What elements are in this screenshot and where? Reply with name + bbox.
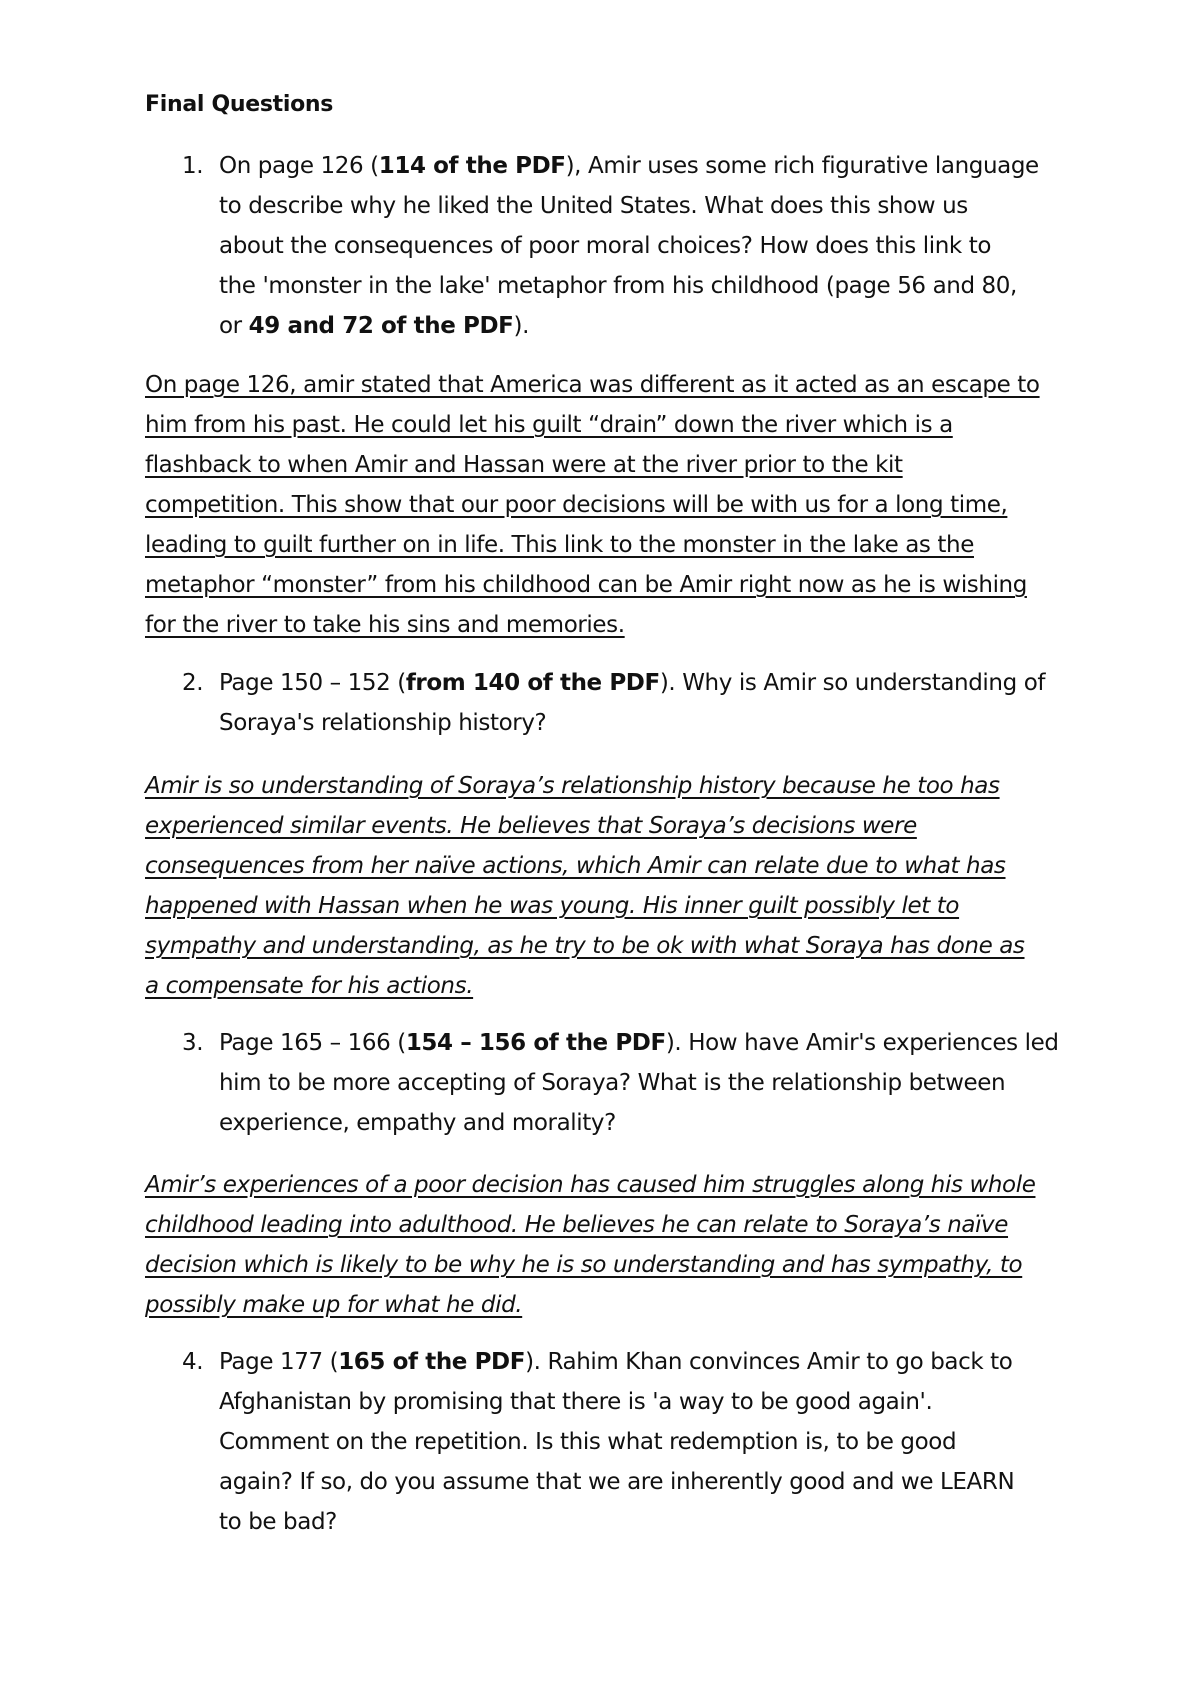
answer-line: him from his past. He could let his guilt “drain” down the river which is a [145,412,953,438]
answer-line: decision which is likely to be why he is so understanding and has sympathy, to [145,1252,1023,1278]
answer-line: childhood leading into adulthood. He believes he can relate to Soraya’s naïve [145,1212,1009,1238]
question-line: Soraya's relationship history? [219,710,547,736]
answer-1 [145,365,1075,645]
bold-reference: from 140 of the PDF [405,670,660,696]
question-3 [182,1023,1082,1143]
question-number: 2. [182,670,204,696]
answer-2 [145,766,1075,1006]
answer-line: Amir is so understanding of Soraya’s relationship history because he too has [145,773,1000,799]
question-number: 4. [182,1349,204,1375]
answer-line: Amir’s experiences of a poor decision has caused him struggles along his whole [145,1172,1036,1198]
answer-line: On page 126, amir stated that America was different as it acted as an escape to [145,372,1040,398]
answer-line: a compensate for his actions. [145,973,474,999]
page-title: Final Questions [145,92,334,117]
answer-line: for the river to take his sins and memories. [145,612,625,638]
answer-line: leading to guilt further on in life. This link to the monster in the lake as the [145,532,974,558]
answer-line: possibly make up for what he did. [145,1292,523,1318]
question-4 [182,1342,1082,1542]
question-line: to describe why he liked the United States. What does this show us [219,193,968,219]
bold-reference: 114 of the PDF [378,153,566,179]
question-line: 2. Page 150 – 152 (from 140 of the PDF). Why is Amir so understanding of [182,663,1082,703]
question-number: 1. [182,153,204,179]
answer-line: metaphor “monster” from his childhood can be Amir right now as he is wishing [145,572,1027,598]
question-number: 3. [182,1030,204,1056]
answer-line: experienced similar events. He believes that Soraya’s decisions were [145,813,917,839]
question-1 [182,146,1082,346]
answer-line: consequences from her naïve actions, which Amir can relate due to what has [145,853,1006,879]
question-line: again? If so, do you assume that we are inherently good and we LEARN [219,1469,1015,1495]
answer-line: sympathy and understanding, as he try to be ok with what Soraya has done as [145,933,1025,959]
question-line: experience, empathy and morality? [219,1110,616,1136]
question-line: Afghanistan by promising that there is 'a way to be good again'. [219,1389,933,1415]
answer-line: flashback to when Amir and Hassan were at the river prior to the kit [145,452,903,478]
answer-line: happened with Hassan when he was young. His inner guilt possibly let to [145,893,960,919]
question-line: 1. On page 126 (114 of the PDF), Amir uses some rich figurative language [182,146,1082,186]
bold-reference: 154 – 156 of the PDF [405,1030,666,1056]
question-line: or 49 and 72 of the PDF). [219,313,529,339]
question-line: to be bad? [219,1509,337,1535]
question-line: 4. Page 177 (165 of the PDF). Rahim Khan convinces Amir to go back to [182,1342,1082,1382]
answer-line: competition. This show that our poor decisions will be with us for a long time, [145,492,1008,518]
question-line: him to be more accepting of Soraya? What is the relationship between [219,1070,1006,1096]
question-2 [182,663,1082,743]
bold-reference: 49 and 72 of the PDF [248,313,514,339]
question-line: 3. Page 165 – 166 (154 – 156 of the PDF). How have Amir's experiences led [182,1023,1082,1063]
question-line: the 'monster in the lake' metaphor from his childhood (page 56 and 80, [219,273,1017,299]
answer-3 [145,1165,1075,1325]
question-line: Comment on the repetition. Is this what redemption is, to be good [219,1429,957,1455]
question-line: about the consequences of poor moral choices? How does this link to [219,233,992,259]
bold-reference: 165 of the PDF [338,1349,526,1375]
